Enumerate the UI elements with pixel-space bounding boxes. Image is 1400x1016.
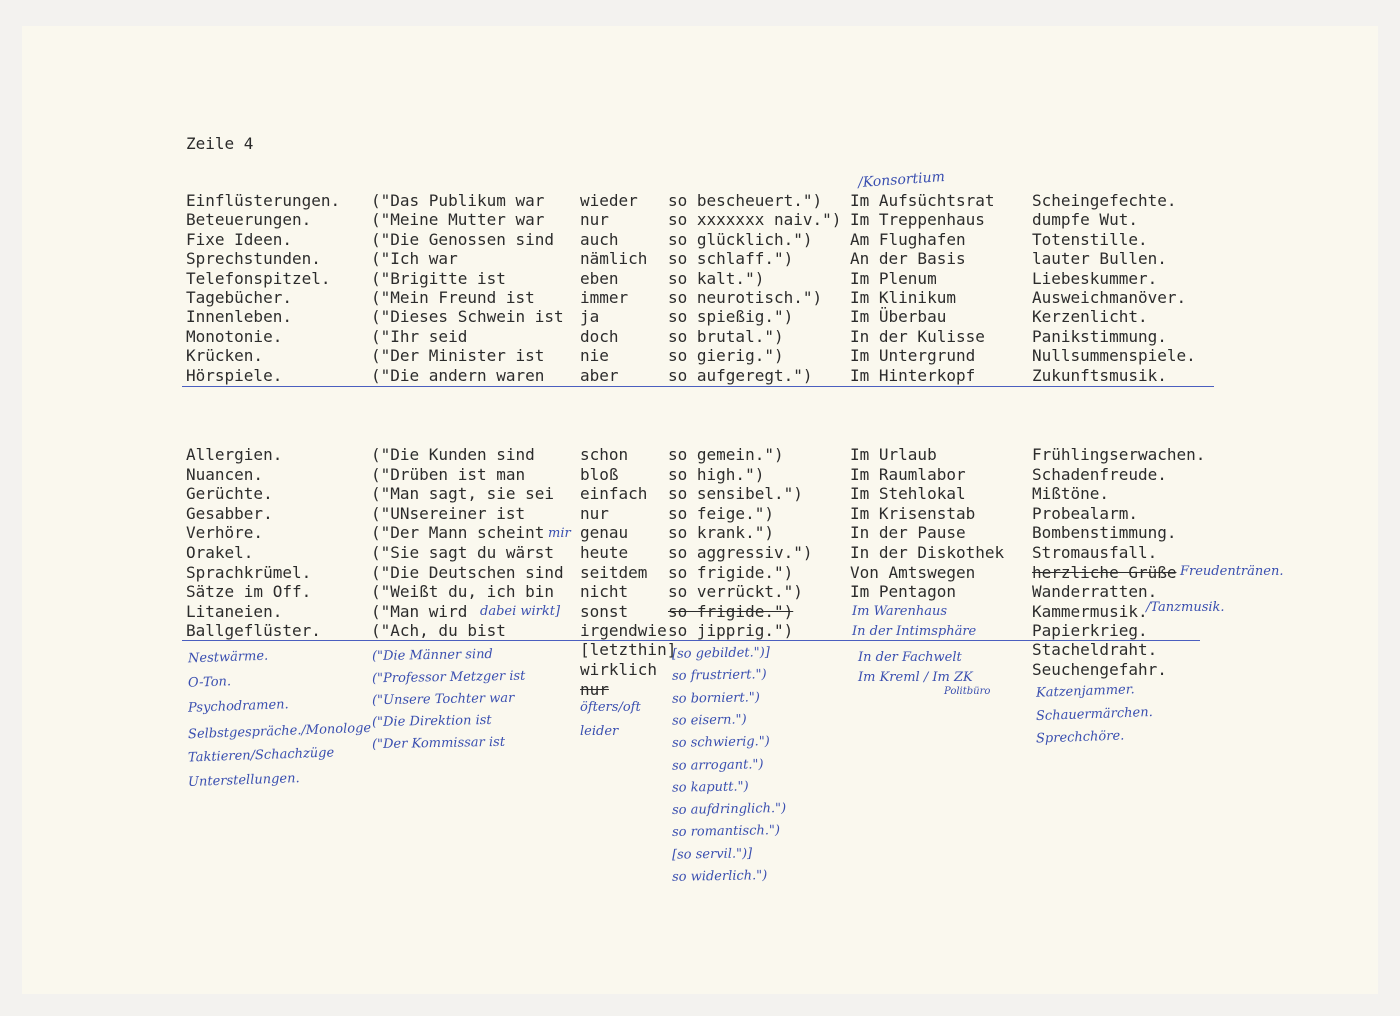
typed-cell-location: Von Amtswegen (850, 562, 976, 582)
handwritten-line: ("Die Männer sind (371, 646, 493, 665)
handwritten-line: so romantisch.") (671, 823, 781, 841)
typed-cell-lemma: Beteuerungen. (186, 210, 312, 230)
typed-cell-lemma: Einflüsterungen. (186, 191, 341, 210)
typed-cell-quote-start: ("Die Genossen sind (371, 229, 555, 249)
typed-row (0, 366, 1400, 386)
handwritten-line: O-Ton. (187, 673, 232, 691)
typed-cell-adverb: genau (580, 523, 629, 543)
handwritten-line: ("Die Direktion ist (371, 712, 492, 731)
handwritten-tanzmusik: /Tanzmusik. (1146, 600, 1225, 615)
typed-row (0, 230, 1400, 250)
typed-cell-adverb: eben (580, 268, 619, 288)
handwritten-line: so frustriert.") (671, 667, 767, 685)
typed-cell-quote-start: ("Der Minister ist (371, 346, 545, 366)
handwritten-line: so schwierig.") (671, 734, 770, 752)
typed-cell-noun: lauter Bullen. (1032, 249, 1167, 269)
typed-cell-location: In der Diskothek (850, 543, 1005, 562)
typed-row (0, 445, 1400, 465)
typed-cell-noun: Kammermusik. (1032, 601, 1148, 621)
typed-cell-lemma: Sprechstunden. (186, 249, 321, 269)
typed-cell-quote-start: ("Die Deutschen sind (371, 562, 564, 582)
handwritten-line: [so gebildet.")] (671, 645, 770, 662)
typed-cell-lemma: Fixe Ideen. (186, 229, 292, 249)
typed-cell-quote-start: ("Man wird (371, 601, 468, 621)
typed-cell-noun: Totenstille. (1032, 229, 1148, 249)
typed-cell-noun: Frühlingserwachen. (1032, 445, 1206, 464)
typed-row (0, 346, 1400, 366)
typed-cell-location: An der Basis (850, 249, 966, 269)
typed-cell-adverb: ja (580, 307, 600, 327)
typed-row (0, 543, 1400, 563)
typed-cell-adverb: nicht (580, 582, 629, 602)
typed-cell-quote-start: ("Mein Freund ist (371, 288, 535, 307)
handwritten-line: Unterstellungen. (187, 770, 300, 790)
typed-cell-location: Am Flughafen (850, 229, 966, 249)
typed-cell-quote-end: so glücklich.") (668, 229, 813, 249)
typed-cell-location: Im Klinikum (850, 288, 956, 307)
typed-row (0, 307, 1400, 327)
handwritten-line: Schauermärchen. (1035, 704, 1153, 725)
typed-cell-quote-start: ("Brigitte ist (371, 268, 506, 288)
handwritten-dabei-wirkt: dabei wirkt] (480, 604, 561, 619)
typed-cell-quote-end: so aufgeregt.") (668, 365, 813, 385)
typed-cell-quote-end: so frigide.") (668, 601, 794, 621)
handwritten-mir: mir (548, 526, 571, 541)
typed-cell-quote-end: so kalt.") (668, 268, 765, 288)
typed-cell-lemma: Sätze im Off. (186, 582, 312, 602)
typed-cell-quote-end: so sensibel.") (668, 484, 803, 504)
typed-cell-quote-end: so high.") (668, 464, 765, 484)
typed-cell-noun: dumpfe Wut. (1032, 210, 1138, 230)
typed-cell-lemma: Tagebücher. (186, 288, 292, 307)
typed-row (0, 191, 1400, 211)
typed-cell-noun: Ausweichmanöver. (1032, 288, 1187, 307)
typed-cell-noun: Nullsummenspiele. (1032, 346, 1196, 366)
typed-cell-quote-end: so gemein.") (668, 445, 784, 464)
typed-cell-adverb: wieder (580, 191, 638, 210)
typed-cell-quote-start: ("Weißt du, ich bin (371, 582, 555, 602)
typed-extra-wirklich: wirklich (580, 660, 658, 679)
typed-cell-lemma: Krücken. (186, 346, 264, 366)
typed-cell-quote-start: ("Die Kunden sind (371, 445, 535, 464)
typed-cell-lemma: Gerüchte. (186, 484, 273, 504)
typed-cell-location: Im Krisenstab (850, 503, 976, 523)
typed-cell-quote-start: ("UNsereiner ist (371, 503, 526, 523)
typed-cell-adverb: aber (580, 365, 619, 385)
typed-cell-lemma: Hörspiele. (186, 365, 283, 385)
typed-row (0, 327, 1400, 347)
typed-cell-noun: Scheingefechte. (1032, 191, 1177, 210)
typed-cell-location: In der Pause (850, 523, 966, 543)
typed-cell-location: Im Treppenhaus (850, 210, 985, 230)
typed-cell-adverb: auch (580, 229, 619, 249)
typed-cell-quote-end: so frigide.") (668, 562, 794, 582)
typed-cell-quote-start: ("Ihr seid (371, 326, 468, 346)
handwritten-line: so arrogant.") (671, 756, 764, 774)
handwritten-line: Psychodramen. (187, 697, 289, 716)
handwritten-line: öfters/oft (580, 700, 641, 715)
handwritten-line: so widerlich.") (671, 868, 768, 885)
typed-cell-location: Im Stehlokal (850, 484, 966, 504)
typed-extra-seuchengefahr: Seuchengefahr. (1032, 660, 1167, 679)
typed-cell-adverb: heute (580, 543, 629, 562)
typed-cell-location: Im Überbau (850, 307, 947, 327)
handwritten-warenhaus: Im Warenhaus (852, 604, 948, 619)
typed-row (0, 210, 1400, 230)
typed-cell-quote-start: ("Die andern waren (371, 365, 545, 385)
handwritten-intimsphaere: In der Intimsphäre (852, 624, 977, 639)
typed-cell-adverb: nur (580, 210, 609, 230)
typed-cell-lemma: Ballgeflüster. (186, 621, 321, 641)
handwritten-politbuero: Politbüro (944, 686, 991, 697)
typed-cell-noun: Mißtöne. (1032, 484, 1110, 504)
typed-cell-quote-start: ("Sie sagt du wärst (371, 543, 555, 562)
typed-cell-lemma: Allergien. (186, 445, 283, 464)
page-title: Zeile 4 (186, 134, 254, 153)
typed-cell-quote-end: so gierig.") (668, 346, 784, 366)
typed-cell-quote-start: ("Ach, du bist (371, 621, 506, 641)
handwritten-kreml: Im Kreml / Im ZK (858, 670, 973, 685)
typed-cell-adverb: bloß (580, 464, 619, 484)
typed-cell-quote-end: so bescheuert.") (668, 191, 823, 210)
separator-rule-1 (182, 386, 1214, 387)
handwritten-line: so aufdringlich.") (671, 801, 787, 819)
typed-row (0, 269, 1400, 289)
typed-row (0, 465, 1400, 485)
handwritten-fachwelt: In der Fachwelt (858, 650, 962, 665)
typed-cell-quote-end: so neurotisch.") (668, 288, 823, 307)
handwritten-line: so borniert.") (671, 689, 760, 707)
typed-cell-location: Im Aufsüchtsrat (850, 191, 995, 210)
typed-cell-lemma: Monotonie. (186, 326, 283, 346)
handwritten-line: so kaputt.") (671, 779, 749, 796)
typed-cell-noun: Schadenfreude. (1032, 464, 1167, 484)
handwritten-konsortium: /Konsortium (857, 168, 946, 192)
typed-cell-noun: Wanderratten. (1032, 582, 1158, 602)
typed-cell-quote-start: ("Drüben ist man (371, 464, 526, 484)
typed-cell-quote-end: so schlaff.") (668, 249, 794, 269)
separator-rule-2 (182, 640, 1200, 641)
handwritten-line: Taktieren/Schachzüge (187, 745, 335, 766)
typed-cell-adverb: immer (580, 288, 629, 307)
handwritten-line: ("Der Kommissar ist (371, 734, 506, 753)
typed-cell-adverb: irgendwie (580, 621, 667, 641)
typed-cell-lemma: Nuancen. (186, 464, 264, 484)
typed-cell-quote-start: ("Ich war (371, 249, 458, 269)
typed-cell-location: Im Pentagon (850, 582, 956, 602)
typed-cell-location: Im Untergrund (850, 346, 976, 366)
typed-cell-quote-end: so krank.") (668, 523, 774, 543)
typed-cell-adverb: nur (580, 503, 609, 523)
typed-cell-lemma: Sprachkrümel. (186, 562, 312, 582)
typed-row (0, 504, 1400, 524)
typed-cell-adverb: einfach (580, 484, 648, 504)
handwritten-line: Sprechchöre. (1035, 728, 1125, 747)
typed-cell-quote-start: ("Dieses Schwein ist (371, 307, 564, 327)
typed-cell-quote-end: so verrückt.") (668, 582, 803, 602)
typed-cell-adverb: nämlich (580, 249, 648, 269)
typed-cell-adverb: schon (580, 445, 629, 464)
typed-cell-quote-start: ("Meine Mutter war (371, 210, 545, 230)
typed-cell-quote-start: ("Man sagt, sie sei (371, 484, 555, 504)
handwritten-line: so eisern.") (671, 712, 747, 729)
handwritten-line: ("Professor Metzger ist (371, 668, 526, 687)
typed-row (0, 621, 1400, 641)
typed-cell-location: Im Hinterkopf (850, 365, 976, 385)
typed-cell-noun: Probealarm. (1032, 503, 1138, 523)
typed-row (0, 249, 1400, 269)
typed-extra-stacheldraht: Stacheldraht. (1032, 640, 1158, 659)
handwritten-line: Katzenjammer. (1035, 682, 1135, 701)
typed-cell-quote-start: ("Das Publikum war (371, 191, 545, 210)
handwritten-line: leider (580, 724, 619, 739)
typed-cell-lemma: Orakel. (186, 543, 254, 562)
typed-cell-noun: Kerzenlicht. (1032, 307, 1148, 327)
typed-cell-adverb: doch (580, 326, 619, 346)
typed-cell-quote-end: so aggressiv.") (668, 543, 813, 562)
typed-cell-adverb: sonst (580, 601, 629, 621)
typed-cell-quote-end: so feige.") (668, 503, 774, 523)
handwritten-line: [so servil.")] (671, 845, 753, 863)
typed-cell-lemma: Verhöre. (186, 523, 264, 543)
typed-cell-location: Im Plenum (850, 268, 937, 288)
typed-cell-quote-start: ("Der Mann scheint (371, 523, 545, 543)
typed-cell-noun: Zukunftsmusik. (1032, 365, 1167, 385)
typed-row (0, 288, 1400, 308)
typed-cell-noun: Stromausfall. (1032, 543, 1158, 562)
handwritten-line: Selbstgespräche./Monologe (187, 720, 372, 742)
typed-cell-noun: Papierkrieg. (1032, 621, 1148, 641)
typed-cell-quote-end: so xxxxxxx naiv.") (668, 210, 842, 230)
typed-row (0, 484, 1400, 504)
handwritten-line: ("Unsere Tochter war (371, 690, 515, 709)
typed-cell-noun: Panikstimmung. (1032, 326, 1167, 346)
handwritten-line: Nestwärme. (187, 648, 269, 667)
typed-cell-noun: Bombenstimmung. (1032, 523, 1177, 543)
typed-cell-location: In der Kulisse (850, 326, 985, 346)
typed-cell-adverb: nie (580, 346, 609, 366)
typed-cell-location: Im Urlaub (850, 445, 937, 464)
typed-extra-letzthin: [letzthin] (580, 640, 677, 659)
typed-cell-lemma: Innenleben. (186, 307, 292, 327)
typed-cell-lemma: Gesabber. (186, 503, 273, 523)
handwritten-freudentraenen: Freudentränen. (1180, 564, 1284, 579)
typed-cell-lemma: Telefonspitzel. (186, 268, 331, 288)
typed-extra-nur: nur (580, 680, 609, 699)
typed-cell-lemma: Litaneien. (186, 601, 283, 621)
typed-cell-location: Im Raumlabor (850, 464, 966, 484)
typed-cell-adverb: seitdem (580, 562, 648, 582)
typed-cell-noun: herzliche Grüße (1032, 562, 1177, 582)
typed-cell-quote-end: so spießig.") (668, 307, 794, 327)
typed-cell-noun: Liebeskummer. (1032, 268, 1158, 288)
typed-cell-quote-end: so jipprig.") (668, 621, 794, 641)
typed-row (0, 523, 1400, 543)
typed-cell-quote-end: so brutal.") (668, 326, 784, 346)
